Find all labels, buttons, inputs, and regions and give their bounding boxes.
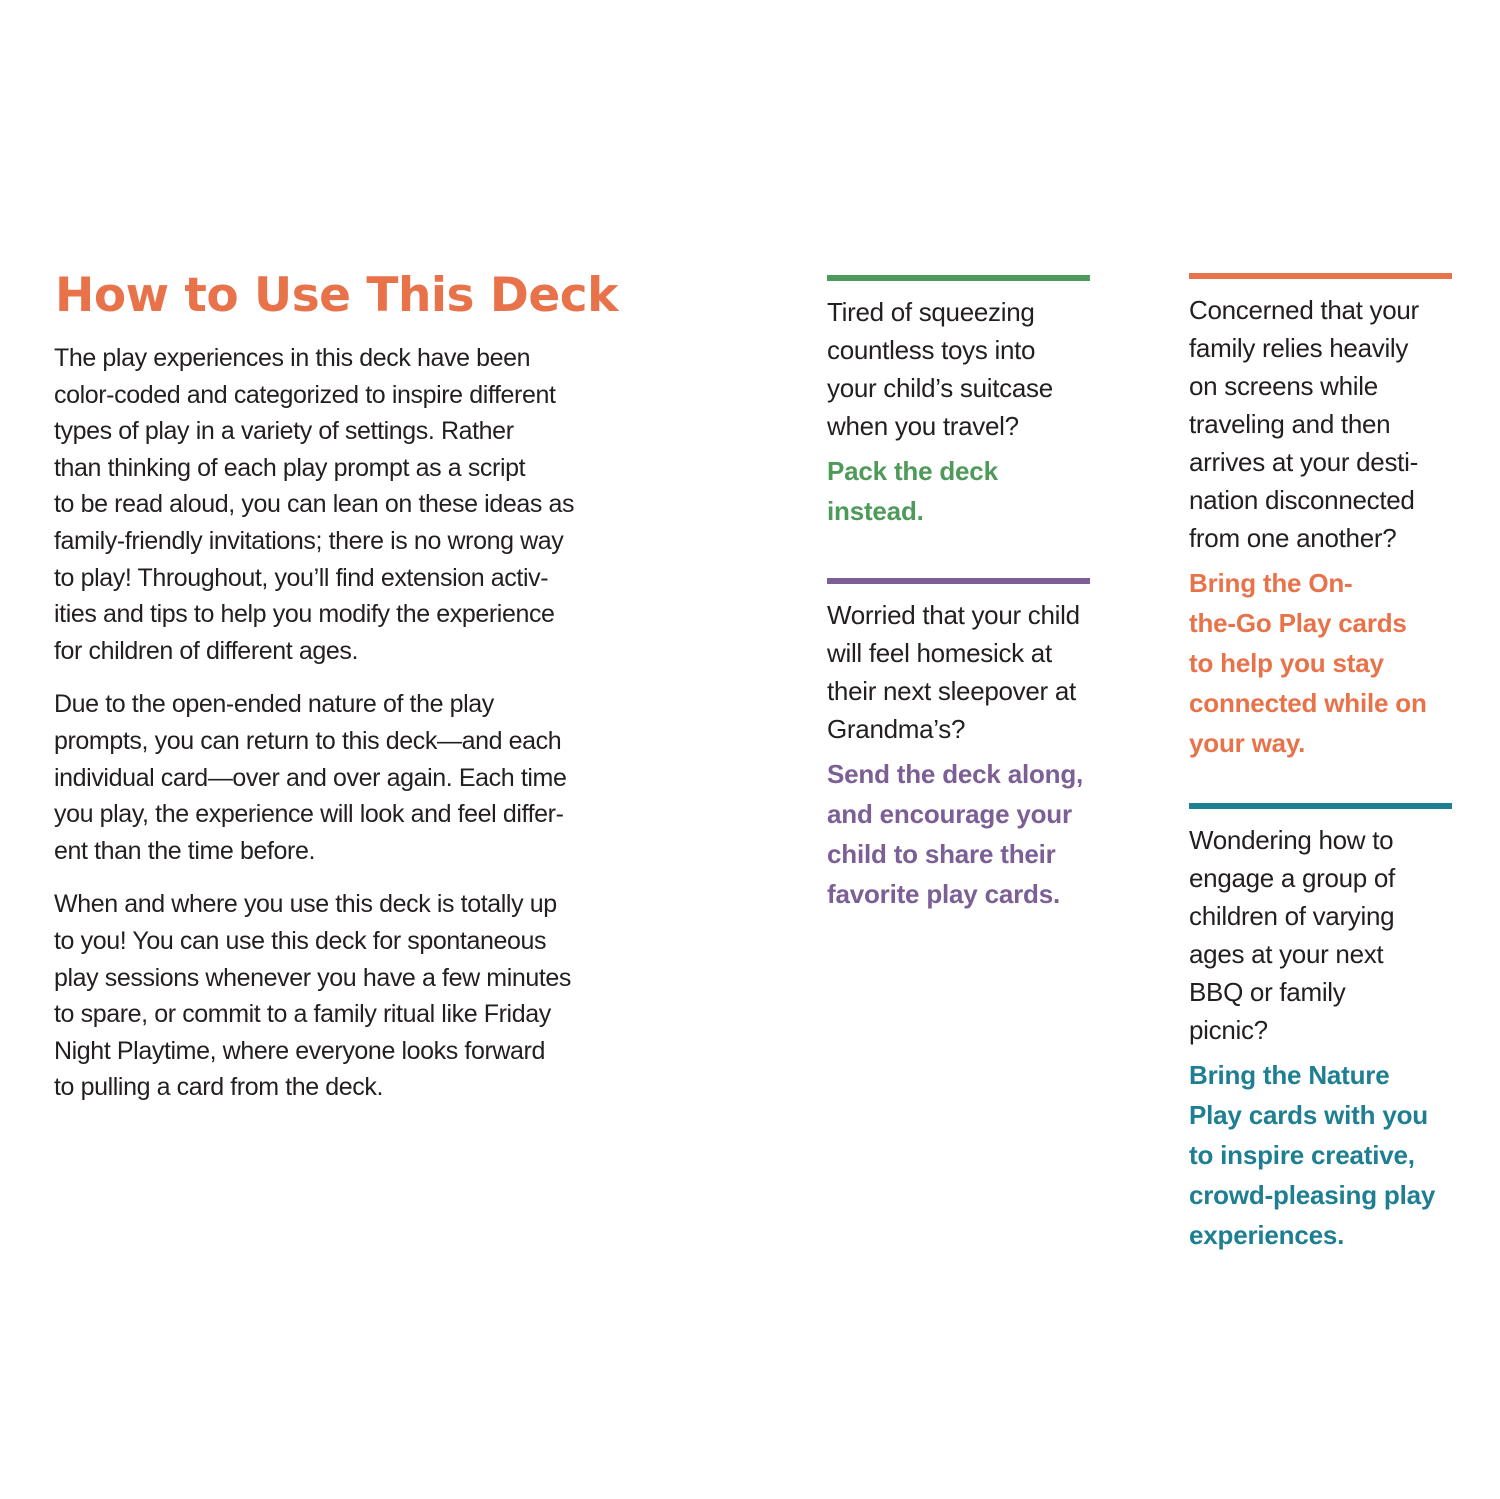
scenario-card-group bbox=[1189, 803, 1489, 1255]
card-answer: Bring the On- the-Go Play cards to help you stay connected while on your way. bbox=[1189, 568, 1427, 758]
card-question: Concerned that your family relies heavily on screens while traveling and then arrives at your desti- nation disconnected from one another? bbox=[1189, 295, 1419, 553]
intro-paragraph: When and where you use this deck is totally up to you! You can use this deck for spontaneous play sessions whenever you have a few minutes to spare, or commit to a family ritual like Friday Night Playtime, where everyone looks forward to pulling a card from the deck. bbox=[54, 890, 572, 1102]
card-question: Tired of squeezing countless toys into your child’s suitcase when you travel? bbox=[827, 297, 1053, 441]
scenario-card-travel bbox=[827, 275, 1127, 531]
card-answer: Bring the Nature Play cards with you to inspire creative, crowd-pleasing play experiences. bbox=[1189, 1060, 1436, 1250]
scenario-card-screens bbox=[1189, 273, 1489, 763]
card-answer: Send the deck along, and encourage your child to share their favorite play cards. bbox=[827, 759, 1084, 909]
page-title: How to Use This Deck bbox=[55, 268, 618, 323]
color-bar bbox=[1189, 803, 1452, 809]
color-bar bbox=[827, 578, 1090, 584]
color-bar bbox=[827, 275, 1090, 281]
card-answer: Pack the deck instead. bbox=[827, 456, 998, 526]
scenario-card-sleepover bbox=[827, 578, 1127, 914]
intro-paragraph: The play experiences in this deck have been color-coded and categorized to inspire different types of play in a variety of settings. Rather than thinking of each play prompt as a script to be read aloud, you can lean on these ideas as family-friendly invitations; there is no wrong way to play! Throughout, you’ll find extension activ- ities and tips to help you modify the experience for children of different ages. bbox=[54, 344, 575, 665]
intro-text bbox=[54, 340, 644, 1123]
card-question: Wondering how to engage a group of children of varying ages at your next BBQ or family picnic? bbox=[1189, 825, 1395, 1045]
intro-paragraph: Due to the open-ended nature of the play prompts, you can return to this deck—and each individual card—over and over again. Each time you play, the experience will look and feel differ- ent than the time before. bbox=[54, 690, 567, 865]
color-bar bbox=[1189, 273, 1452, 279]
card-question: Worried that your child will feel homesick at their next sleepover at Grandma’s? bbox=[827, 600, 1080, 744]
